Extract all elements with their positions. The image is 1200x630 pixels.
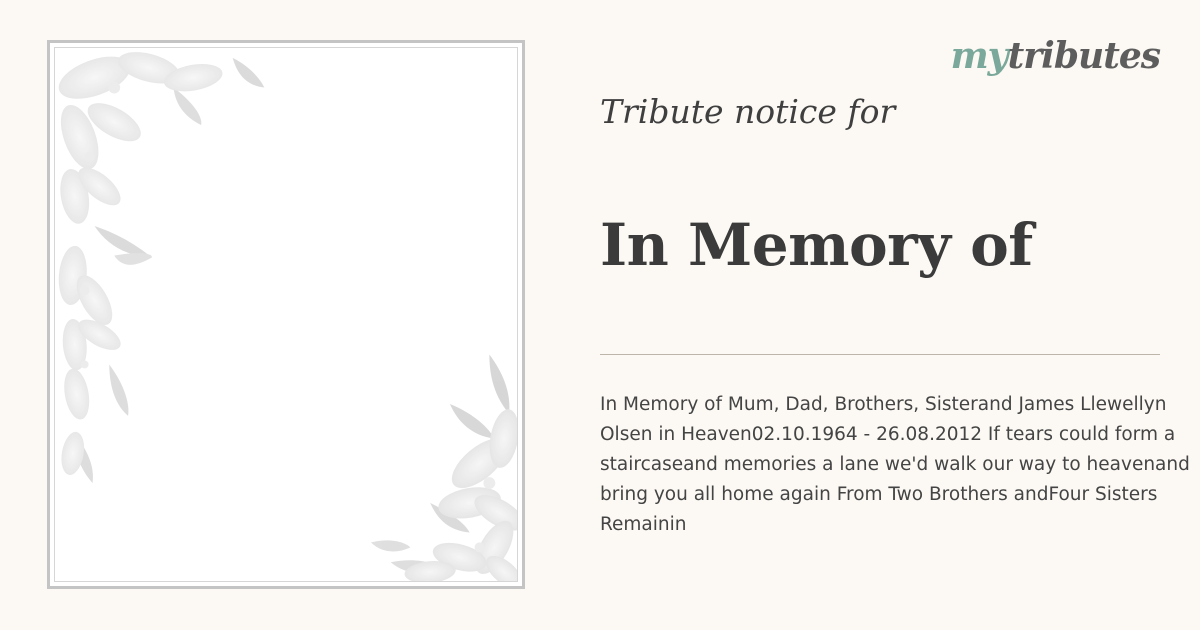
- tribute-message: In Memory of Mum, Dad, Brothers, Sisterand James Llewellyn Olsen in Heaven02.10.1964 - 26.08.2012 If tears could form a staircaseand memories a lane we'd walk our way to heavenand bring you all home again From Two Brothers andFour Sisters Remainin: [600, 394, 1190, 535]
- photo-frame-inner: [54, 47, 518, 582]
- lily-floral-decoration: [55, 48, 517, 581]
- brand-logo-tributes: tributes: [1007, 35, 1160, 77]
- divider: [600, 354, 1160, 355]
- tribute-name-title: In Memory of: [600, 211, 1033, 279]
- brand-logo[interactable]: [950, 35, 1160, 77]
- photo-frame: [47, 40, 525, 589]
- brand-logo-my: my: [950, 35, 1008, 77]
- tribute-notice-heading: Tribute notice for: [600, 92, 896, 131]
